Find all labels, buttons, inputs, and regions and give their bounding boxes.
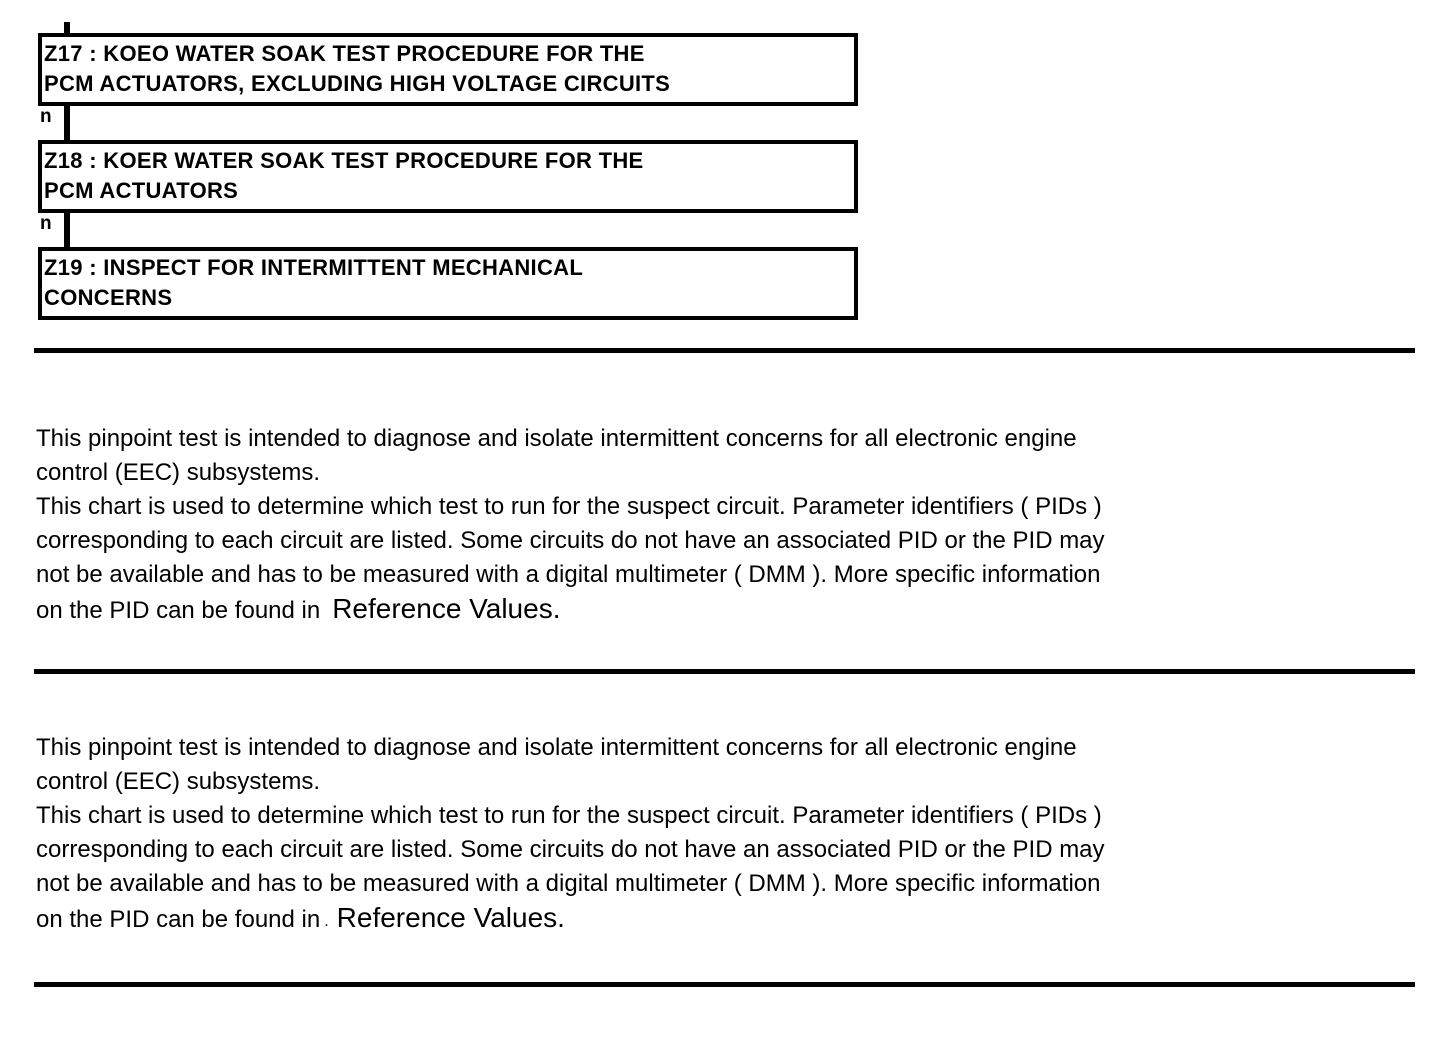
paragraph-line: control (EEC) subsystems.: [36, 459, 321, 486]
connector-line: [64, 213, 70, 247]
paragraph-line: not be available and has to be measured with a digital multimeter ( DMM ). More specific information: [36, 870, 1101, 897]
pinpoint-test-title-line: CONCERNS: [44, 285, 173, 310]
pinpoint-test-link-z17[interactable]: [38, 33, 858, 106]
horizontal-rule: [34, 669, 1415, 674]
pinpoint-test-title-line: Z19 : INSPECT FOR INTERMITTENT MECHANICAL: [44, 255, 584, 280]
stray-dot: .: [324, 913, 329, 930]
paragraph-line: This chart is used to determine which test to run for the suspect circuit. Parameter identifiers ( PIDs ): [36, 802, 1102, 829]
intermittent-description-section: [36, 422, 1436, 630]
paragraph-line: not be available and has to be measured with a digital multimeter ( DMM ). More specific information: [36, 561, 1101, 588]
pinpoint-test-link-z19[interactable]: [38, 247, 858, 320]
paragraph-line: This pinpoint test is intended to diagnose and isolate intermittent concerns for all electronic engine: [36, 425, 1077, 452]
paragraph-line-text: on the PID can be found in: [36, 597, 321, 624]
intermittent-description-section: [36, 731, 1436, 939]
pinpoint-test-link-z18[interactable]: [38, 140, 858, 213]
reference-values-link[interactable]: Reference Values.: [336, 902, 565, 933]
bullet-icon: n: [40, 106, 52, 127]
pinpoint-test-title-line: Z17 : KOEO WATER SOAK TEST PROCEDURE FOR THE: [44, 41, 645, 66]
paragraph-line: corresponding to each circuit are listed. Some circuits do not have an associated PID or the PID may: [36, 836, 1105, 863]
connector-line-top: [64, 22, 70, 33]
reference-values-link[interactable]: Reference Values.: [332, 593, 561, 624]
paragraph-line: [36, 901, 1436, 939]
horizontal-rule: [34, 982, 1415, 987]
pinpoint-test-title-line: Z18 : KOER WATER SOAK TEST PROCEDURE FOR THE: [44, 148, 644, 173]
paragraph-line: corresponding to each circuit are listed. Some circuits do not have an associated PID or the PID may: [36, 527, 1105, 554]
connector-line: [64, 106, 70, 140]
horizontal-rule: [34, 348, 1415, 353]
bullet-icon: n: [40, 213, 52, 234]
paragraph-line-text: on the PID can be found in: [36, 906, 321, 933]
paragraph-line: [36, 592, 1436, 630]
paragraph-line: control (EEC) subsystems.: [36, 768, 321, 795]
pinpoint-test-title-line: PCM ACTUATORS, EXCLUDING HIGH VOLTAGE CIRCUITS: [44, 71, 671, 96]
pinpoint-test-title-line: PCM ACTUATORS: [44, 178, 239, 203]
pinpoint-test-list: [38, 22, 858, 320]
paragraph-line: This chart is used to determine which test to run for the suspect circuit. Parameter identifiers ( PIDs ): [36, 493, 1102, 520]
paragraph-line: This pinpoint test is intended to diagnose and isolate intermittent concerns for all electronic engine: [36, 734, 1077, 761]
list-connector: [38, 106, 858, 140]
list-connector: [38, 213, 858, 247]
